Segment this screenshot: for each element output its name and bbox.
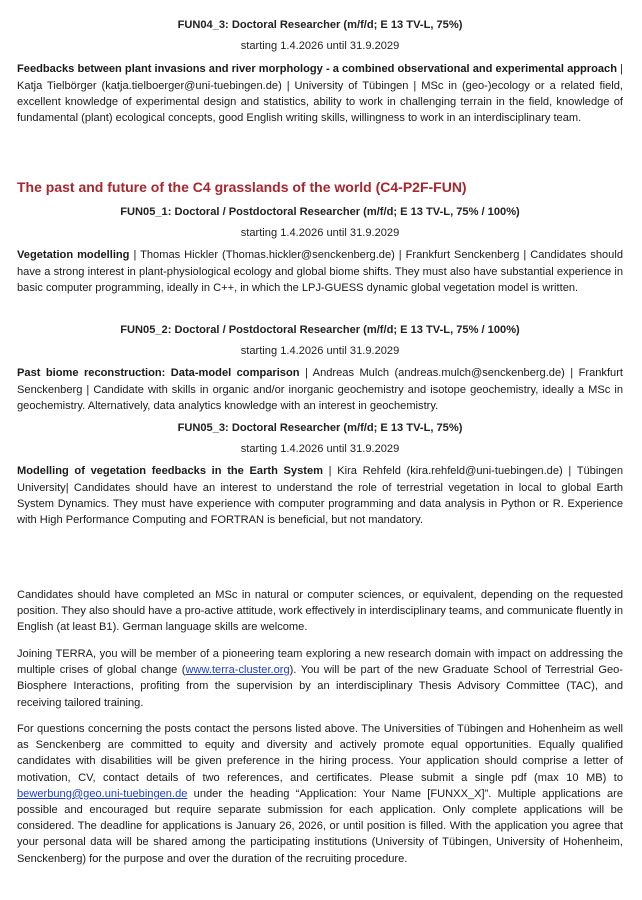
position-description xyxy=(17,61,623,126)
position-topic: Feedbacks between plant invasions and river morphology - a combined observational and experimental approach xyxy=(17,63,618,76)
position-dates: starting 1.4.2026 until 31.9.2029 xyxy=(240,443,400,456)
application-text: For questions concerning the posts contact the persons listed above. The Universities of Tübingen and Hohenheim as well as Senckenberg are committed to equity and diversity and actively promote equal opportunities. Equally qualified candidates with disabilities will be given preference in the hiring process. Your application should comprise a letter of motivation, CV, contact details of two references, and certificates. Please submit a single pdf (max 10 MB) to xyxy=(17,723,623,784)
section-heading: The past and future of the C4 grasslands of the world (C4-P2F-FUN) xyxy=(17,179,467,195)
position-details: | Thomas Hickler (Thomas.hickler@senckenberg.de) | Frankfurt Senckenberg | Candidates should have a strong interest in plant-physiological ecology and global biome shifts. They must also have substantial experience in basic computer programming, ideally in C++, in which the LPJ-GUESS dynamic global vegetation model is written. xyxy=(17,249,623,294)
application-email-link[interactable]: bewerbung@geo.uni-tuebingen.de xyxy=(17,787,188,800)
position-description xyxy=(17,463,623,528)
position-title: FUN04_3: Doctoral Researcher (m/f/d; E 13 TV-L, 75%) xyxy=(177,19,463,31)
position-details: | Katja Tielbörger (katja.tielboerger@uni-tuebingen.de) | University of Tübingen | MSc in (geo-)ecology or a related field, excellent knowledge of experimental design and statistics, ability to work in challenging terrain in the field, knowledge of fundamental (plant) ecological concepts, good English writing skills, willingness to work in an interdisciplinary team. xyxy=(17,63,623,125)
position-fun05-3 xyxy=(17,420,623,528)
terra-text-end: ). You will be part of the new Graduate School of Terrestrial Geo-Biosphere Interactions, profiting from the supervision by an interdisciplinary Thesis Advisory Committee (TAC), and receiving tailored training. xyxy=(17,664,623,709)
terra-text: Joining TERRA, you will be member of a pioneering team exploring a new research domain with impact on addressing the multiple crises of global change ( xyxy=(17,648,623,677)
position-details: | Andreas Mulch (andreas.mulch@senckenberg.de) | Frankfurt Senckenberg | Candidate with skills in organic and/or inorganic geochemistry and isotope geochemistry, ideally a MSc in geochemistry. Alternatively, data analytics knowledge with an interest in geochemistry. xyxy=(17,367,623,412)
terra-website-link[interactable]: www.terra-cluster.org xyxy=(185,664,290,677)
position-title: FUN05_2: Doctoral / Postdoctoral Researcher (m/f/d; E 13 TV-L, 75% / 100%) xyxy=(120,324,520,336)
position-topic: Past biome reconstruction: Data-model comparison xyxy=(17,367,300,380)
application-text-end: under the heading “Application: Your Name [FUNXX_X]”. Multiple applications are possible and encouraged but require separate submission for each application. Only complete applications will be considered. The deadline for applications is January 26, 2026, or until position is filled. With the application you agree that your personal data will be shared among the participating institutions (University of Tübingen, University of Hohenheim, Senckenberg) for the purpose and over the duration of the recruiting procedure. xyxy=(17,787,623,865)
position-dates: starting 1.4.2026 until 31.9.2029 xyxy=(240,227,400,240)
position-topic: Modelling of vegetation feedbacks in the Earth System xyxy=(17,465,323,478)
position-dates: starting 1.4.2026 until 31.9.2029 xyxy=(240,40,400,53)
position-dates: starting 1.4.2026 until 31.9.2029 xyxy=(240,345,400,358)
position-fun05-2 xyxy=(17,322,623,414)
position-fun05-1 xyxy=(17,204,623,296)
position-topic: Vegetation modelling xyxy=(17,249,130,262)
position-title: FUN05_1: Doctoral / Postdoctoral Researcher (m/f/d; E 13 TV-L, 75% / 100%) xyxy=(120,206,520,218)
position-details: | Kira Rehfeld (kira.rehfeld@uni-tuebingen.de) | Tübingen University| Candidates should have an interest to understand the role of terrestrial vegetation in local to global Earth System Dynamics. They must have experience with computer programming and data analysis in Python or R. Experience with High Performance Computing and FORTRAN is beneficial, but not mandatory. xyxy=(17,465,623,527)
position-fun04-3 xyxy=(17,17,623,126)
position-description xyxy=(17,247,623,296)
requirements-paragraph: Candidates should have completed an MSc in natural or computer sciences, or equivalent, depending on the requested position. They also should have a pro-active attitude, work effectively in interdisciplinary teams, and communicate fluently in English (at least B1). German language skills are welcome. xyxy=(17,589,623,634)
terra-paragraph xyxy=(17,646,623,711)
position-title: FUN05_3: Doctoral Researcher (m/f/d; E 13 TV-L, 75%) xyxy=(177,422,463,434)
application-paragraph xyxy=(17,721,623,867)
position-description xyxy=(17,365,623,414)
